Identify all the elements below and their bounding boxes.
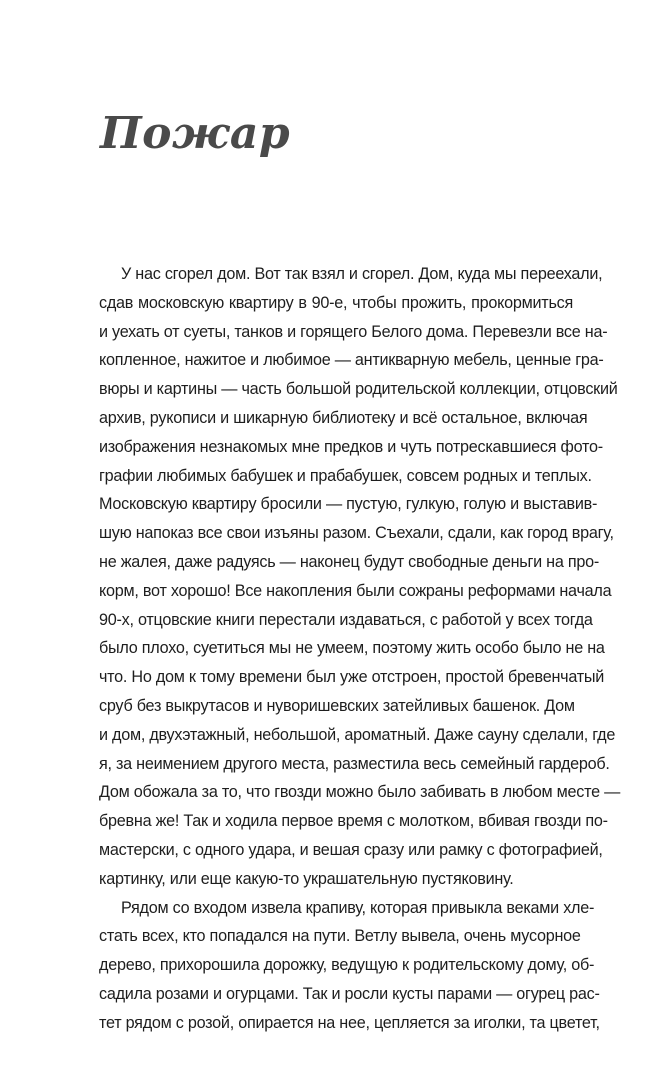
paragraph: [99, 260, 621, 894]
text-line: 90-х, отцовские книги перестали издаваться, с работой у всех тогда: [99, 610, 593, 629]
text-line: У нас сгорел дом. Вот так взял и сгорел. Дом, куда мы переехали,: [121, 265, 603, 283]
text-line: бревна же! Так и ходила первое время с молотком, вбивая гвозди по-: [99, 812, 608, 831]
text-line: изображения незнакомых мне предков и чуть потрескавшиеся фото-: [99, 437, 603, 456]
text-line: вюры и картины — часть большой родительской коллекции, отцовский: [99, 380, 618, 399]
text-line: стать всех, кто попадался на пути. Ветлу вывела, очень мусорное: [99, 927, 581, 946]
text-line: копленное, нажитое и любимое — антикварную мебель, ценные гра-: [99, 351, 604, 370]
text-line: что. Но дом к тому времени был уже отстроен, простой бревенчатый: [99, 668, 605, 687]
text-line: и дом, двухэтажный, небольшой, ароматный. Даже сауну сделали, где: [99, 725, 616, 744]
text-line: Московскую квартиру бросили — пустую, гулкую, голую и выставив-: [99, 495, 598, 514]
paragraph: [99, 894, 600, 1038]
text-line: дерево, прихорошила дорожку, ведущую к родительскому дому, об-: [99, 956, 595, 975]
text-line: и уехать от суеты, танков и горящего Белого дома. Перевезли все на-: [99, 322, 608, 341]
text-line: архив, рукописи и шикарную библиотеку и всё остальное, включая: [99, 408, 588, 427]
text-line: картинку, или еще какую-то украшательную пустяковину.: [99, 869, 514, 888]
text-line: корм, вот хорошо! Все накопления были сожраны реформами начала: [99, 581, 612, 600]
text-line: графии любимых бабушек и прабабушек, совсем родных и теплых.: [99, 466, 592, 485]
body-text: [99, 260, 621, 1038]
text-line: сруб без выкрутасов и нуворишевских затейливых башенок. Дом: [99, 696, 575, 715]
text-line: не жалея, даже радуясь — наконец будут свободные деньги на про-: [99, 552, 600, 571]
chapter-title: Пожар: [100, 108, 291, 159]
text-line: я, за неимением другого места, разместила весь семейный гардероб.: [99, 754, 610, 773]
text-line: мастерски, с одного удара, и вешая сразу или рамку с фотографией,: [99, 840, 603, 859]
text-line: Рядом со входом извела крапиву, которая привыкла веками хле-: [121, 898, 595, 917]
text-line: шую напоказ все свои изъяны разом. Съехали, сдали, как город врагу,: [99, 524, 614, 543]
text-line: сдав московскую квартиру в 90-е, чтобы прожить, прокормиться: [99, 293, 573, 312]
text-line: было плохо, суетиться мы не умеем, поэтому жить особо было не на: [99, 639, 605, 658]
text-line: тет рядом с розой, опирается на нее, цепляется за иголки, та цветет,: [99, 1013, 600, 1032]
text-line: Дом обожала за то, что гвозди можно было забивать в любом месте —: [99, 783, 621, 802]
text-line: садила розами и огурцами. Так и росли кусты парами — огурец рас-: [99, 984, 600, 1003]
